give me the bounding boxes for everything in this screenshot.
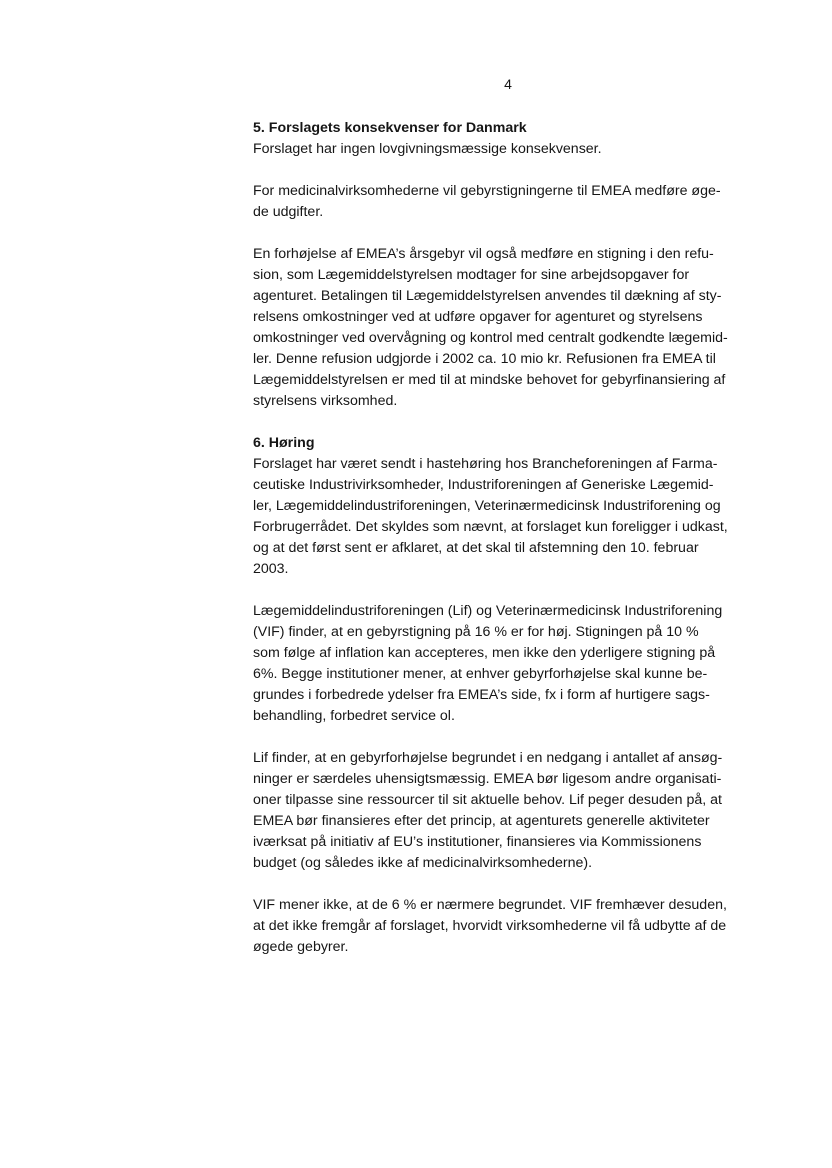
paragraph (253, 748, 763, 874)
page-number: 4 (504, 76, 512, 92)
section-6 (253, 433, 763, 958)
paragraph (253, 181, 763, 223)
text-line: Forslaget har ingen lovgivningsmæssige konsekvenser. (253, 141, 602, 157)
text-line: For medicinalvirksomhederne vil gebyrstigningerne til EMEA medføre øge- (253, 183, 721, 199)
text-line: 2003. (253, 561, 289, 577)
text-line: Lægemiddelindustriforeningen (Lif) og Veterinærmedicinsk Industriforening (253, 603, 723, 619)
text-line: øgede gebyrer. (253, 939, 349, 955)
section-5-heading: 5. Forslagets konsekvenser for Danmark (253, 120, 527, 136)
text-line: 6%. Begge institutioner mener, at enhver gebyrforhøjelse skal kunne be- (253, 666, 708, 682)
text-line: Forslaget har været sendt i hastehøring hos Brancheforeningen af Farma- (253, 456, 718, 472)
text-line: at det ikke fremgår af forslaget, hvorvidt virksomhederne vil få udbytte af de (253, 918, 727, 934)
text-line: En forhøjelse af EMEA’s årsgebyr vil også medføre en stigning i den refu- (253, 246, 714, 262)
text-line: agenturet. Betalingen til Lægemiddelstyrelsen anvendes til dækning af sty- (253, 288, 722, 304)
text-line: som følge af inflation kan accepteres, men ikke den yderligere stigning på (253, 645, 716, 661)
text-line: ler. Denne refusion udgjorde i 2002 ca. 10 mio kr. Refusionen fra EMEA til (253, 351, 716, 367)
text-line: sion, som Lægemiddelstyrelsen modtager for sine arbejdsopgaver for (253, 267, 690, 283)
text-line: Lægemiddelstyrelsen er med til at mindske behovet for gebyrfinansiering af (253, 372, 726, 388)
text-line: grundes i forbedrede ydelser fra EMEA’s side, fx i form af hurtigere sags- (253, 687, 710, 703)
section-6-paragraphs (253, 454, 763, 958)
text-line: relsens omkostninger ved at udføre opgaver for agenturet og styrelsens (253, 309, 703, 325)
text-line: behandling, forbedret service ol. (253, 708, 455, 724)
text-line: og at det først sent er afklaret, at det skal til afstemning den 10. februar (253, 540, 699, 556)
text-line: styrelsens virksomhed. (253, 393, 398, 409)
paragraph (253, 139, 763, 160)
text-line: ninger er særdeles uhensigtsmæssig. EMEA bør ligesom andre organisati- (253, 771, 722, 787)
text-line: de udgifter. (253, 204, 324, 220)
text-line: budget (og således ikke af medicinalvirksomhederne). (253, 855, 593, 871)
section-6-heading: 6. Høring (253, 435, 315, 451)
paragraph (253, 601, 763, 727)
text-line: (VIF) finder, at en gebyrstigning på 16 % er for høj. Stigningen på 10 % (253, 624, 699, 640)
text-line: Lif finder, at en gebyrforhøjelse begrundet i en nedgang i antallet af ansøg- (253, 750, 723, 766)
text-line: ler, Lægemiddelindustriforeningen, Veterinærmedicinsk Industriforening og (253, 498, 721, 514)
text-line: omkostninger ved overvågning og kontrol med centralt godkendte lægemid- (253, 330, 728, 346)
section-5 (253, 118, 763, 412)
text-line: Forbrugerrådet. Det skyldes som nævnt, at forslaget kun foreligger i udkast, (253, 519, 728, 535)
paragraph (253, 454, 763, 580)
paragraph (253, 244, 763, 412)
document-body (253, 118, 763, 979)
text-line: ceutiske Industrivirksomheder, Industriforeningen af Generiske Lægemid- (253, 477, 714, 493)
text-line: VIF mener ikke, at de 6 % er nærmere begrundet. VIF fremhæver desuden, (253, 897, 727, 913)
text-line: iværksat på initiativ af EU’s institutioner, finansieres via Kommissionens (253, 834, 702, 850)
section-5-paragraphs (253, 139, 763, 412)
text-line: EMEA bør finansieres efter det princip, at agenturets generelle aktiviteter (253, 813, 710, 829)
text-line: oner tilpasse sine ressourcer til sit aktuelle behov. Lif peger desuden på, at (253, 792, 722, 808)
paragraph (253, 895, 763, 958)
